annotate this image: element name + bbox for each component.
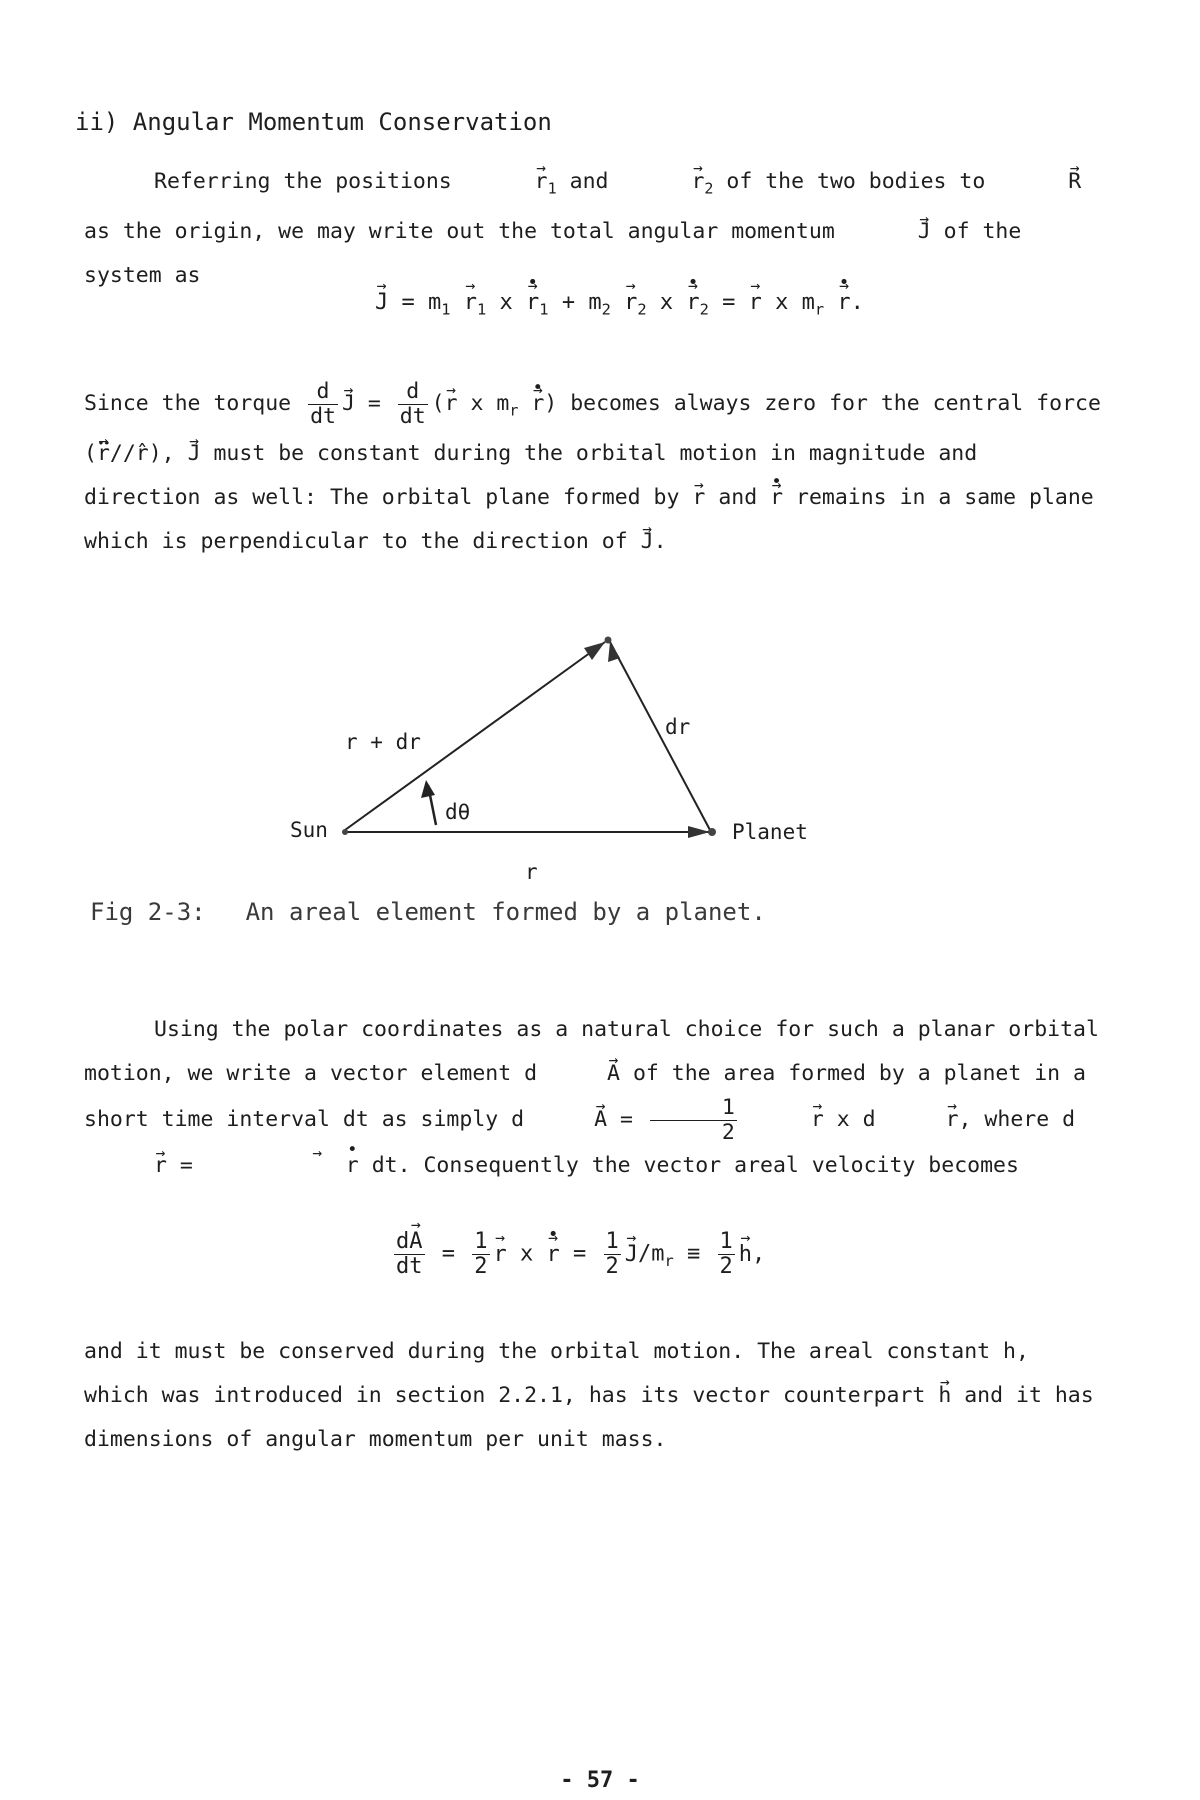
label-dtheta: dθ [445,800,471,824]
label-r-plus-dr: r + dr [345,730,421,754]
r-arrowhead [688,826,710,838]
label-planet: Planet [732,820,808,844]
paragraph-3: Using the polar coordinates as a natural choice for such a planar orbital motion, we write a vector element d→ A of the area formed by a planet in a short time interval dt as simply d→ A = $\frac{1}{2}$ → r x d→ r, where d→ r = → r • dt. Consequently the vector areal velocity becomes [84,1008,1104,1188]
dr-vector-line [610,642,710,830]
planet-next-point [605,637,612,644]
planet-point [708,828,716,836]
caption-label: Fig 2-3: [90,898,206,926]
label-r: r [525,860,538,884]
equation-areal-velocity: $\frac{d\to A}{dt}$ = $\frac{1}{2}$ → r x → r • = $\frac{1}{2}$ → $J/m_r$ ≡ $\frac{1}{2}$ → h, [390,1230,765,1279]
paragraph-1: Referring the positions → $r_1$ and → $r_2$ of the two bodies to → R as the origin, we may write out the total angular momentum → J of the system as [84,160,1104,298]
dtheta-arrowhead [421,780,435,798]
label-dr: dr [665,715,691,739]
paragraph-4: and it must be conserved during the orbital motion. The areal constant h, which was introduced in section 2.2.1, has its vector counterpart → h and it has dimensions of angular momentum per unit mass. [84,1330,1104,1462]
triangle-diagram [270,620,830,890]
label-sun: Sun [290,818,328,842]
paragraph-2: Since the torque $\frac{d}{dt}$ → J = $\frac{d}{dt}$ (→ r x $m_r \to r$ •) becomes always zero for the central force (→ r ••//r̂), → J must be constant during the orbital motion in magnitude and direction as well: The orbital plane formed by → r and → r • remains in a same plane which is perpendicular to the direction of → J. [84,380,1104,564]
figure-caption [90,898,766,926]
sun-point [342,829,348,835]
figure-areal-element [270,620,830,894]
equation-angular-momentum: → $J = m_1 \to r_1$ x → r $•_1 + m_2 \to r_2$ x → r $•_2$ = → r x $m_r \to r$ •. [375,290,864,318]
section-heading: ii) Angular Momentum Conservation [75,108,552,136]
caption-text: An areal element formed by a planet. [245,898,766,926]
r-plus-dr-arrowhead [584,642,605,660]
page-number: - 57 - [560,1768,640,1793]
